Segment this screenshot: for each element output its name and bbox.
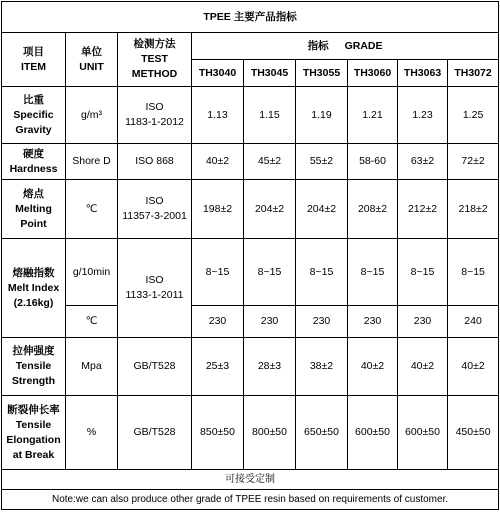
grade-name: TH3055 xyxy=(296,60,348,87)
property-label: 拉伸强度 Tensile Strength xyxy=(2,338,66,396)
value-cell: 1.23 xyxy=(398,87,448,144)
value-cell: 230 xyxy=(296,306,348,338)
value-cell: 230 xyxy=(348,306,398,338)
unit-cell: ℃ xyxy=(66,180,118,239)
header-row xyxy=(2,33,499,60)
value-cell: 58-60 xyxy=(348,144,398,180)
value-cell: 8~15 xyxy=(244,239,296,306)
unit-cell: % xyxy=(66,396,118,470)
grade-name: TH3063 xyxy=(398,60,448,87)
footer-note: Note:we can also produce other grade of TPEE resin based on requirements of customer. xyxy=(2,490,499,510)
table-title: TPEE 主要产品指标 xyxy=(2,2,499,33)
method-cell: GB/T528 xyxy=(118,396,192,470)
value-cell: 28±3 xyxy=(244,338,296,396)
melt-index-row xyxy=(2,239,499,306)
note-row xyxy=(2,490,499,510)
grade-name: TH3072 xyxy=(448,60,499,87)
value-cell: 40±2 xyxy=(348,338,398,396)
method-cell: ISO 1183-1-2012 xyxy=(118,87,192,144)
value-cell: 8~15 xyxy=(192,239,244,306)
method-cell: ISO 868 xyxy=(118,144,192,180)
value-cell: 8~15 xyxy=(448,239,499,306)
value-cell: 8~15 xyxy=(296,239,348,306)
title-row xyxy=(2,2,499,33)
custom-row xyxy=(2,470,499,490)
value-cell: 40±2 xyxy=(448,338,499,396)
unit-cell: g/10min xyxy=(66,239,118,306)
value-cell: 1.25 xyxy=(448,87,499,144)
method-cell: ISO 1133-1-2011 xyxy=(118,239,192,338)
value-cell: 650±50 xyxy=(296,396,348,470)
property-label: 硬度 Hardness xyxy=(2,144,66,180)
value-cell: 1.13 xyxy=(192,87,244,144)
unit-cell: ℃ xyxy=(66,306,118,338)
value-cell: 8~15 xyxy=(398,239,448,306)
value-cell: 1.15 xyxy=(244,87,296,144)
specific-gravity-row xyxy=(2,87,499,144)
value-cell: 63±2 xyxy=(398,144,448,180)
value-cell: 198±2 xyxy=(192,180,244,239)
value-cell: 25±3 xyxy=(192,338,244,396)
value-cell: 230 xyxy=(244,306,296,338)
value-cell: 55±2 xyxy=(296,144,348,180)
method-cell: ISO 11357-3-2001 xyxy=(118,180,192,239)
melt-index-temp-row xyxy=(2,306,499,338)
value-cell: 850±50 xyxy=(192,396,244,470)
value-cell: 45±2 xyxy=(244,144,296,180)
method-cell: GB/T528 xyxy=(118,338,192,396)
value-cell: 450±50 xyxy=(448,396,499,470)
value-cell: 40±2 xyxy=(398,338,448,396)
unit-cell: Shore D xyxy=(66,144,118,180)
value-cell: 208±2 xyxy=(348,180,398,239)
hardness-row xyxy=(2,144,499,180)
unit-cell: Mpa xyxy=(66,338,118,396)
value-cell: 230 xyxy=(398,306,448,338)
grade-name: TH3040 xyxy=(192,60,244,87)
elongation-row xyxy=(2,396,499,470)
property-label: 熔融指数 Melt Index (2.16kg) xyxy=(2,239,66,338)
value-cell: 1.21 xyxy=(348,87,398,144)
item-header: 项目 ITEM xyxy=(2,33,66,87)
value-cell: 600±50 xyxy=(398,396,448,470)
value-cell: 8~15 xyxy=(348,239,398,306)
grade-name: TH3060 xyxy=(348,60,398,87)
unit-header: 单位 UNIT xyxy=(66,33,118,87)
value-cell: 230 xyxy=(192,306,244,338)
value-cell: 204±2 xyxy=(296,180,348,239)
custom-note: 可接受定制 xyxy=(2,470,499,490)
melting-point-row xyxy=(2,180,499,239)
method-header: 检测方法 TEST METHOD xyxy=(118,33,192,87)
value-cell: 38±2 xyxy=(296,338,348,396)
tensile-strength-row xyxy=(2,338,499,396)
value-cell: 40±2 xyxy=(192,144,244,180)
grade-name: TH3045 xyxy=(244,60,296,87)
value-cell: 800±50 xyxy=(244,396,296,470)
grade-header: 指标 GRADE xyxy=(192,33,499,60)
value-cell: 218±2 xyxy=(448,180,499,239)
value-cell: 240 xyxy=(448,306,499,338)
value-cell: 1.19 xyxy=(296,87,348,144)
value-cell: 212±2 xyxy=(398,180,448,239)
unit-cell: g/m³ xyxy=(66,87,118,144)
property-label: 断裂伸长率 Tensile Elongation at Break xyxy=(2,396,66,470)
value-cell: 72±2 xyxy=(448,144,499,180)
property-label: 熔点 Melting Point xyxy=(2,180,66,239)
tpee-spec-table xyxy=(1,1,499,510)
value-cell: 204±2 xyxy=(244,180,296,239)
property-label: 比重 Specific Gravity xyxy=(2,87,66,144)
value-cell: 600±50 xyxy=(348,396,398,470)
